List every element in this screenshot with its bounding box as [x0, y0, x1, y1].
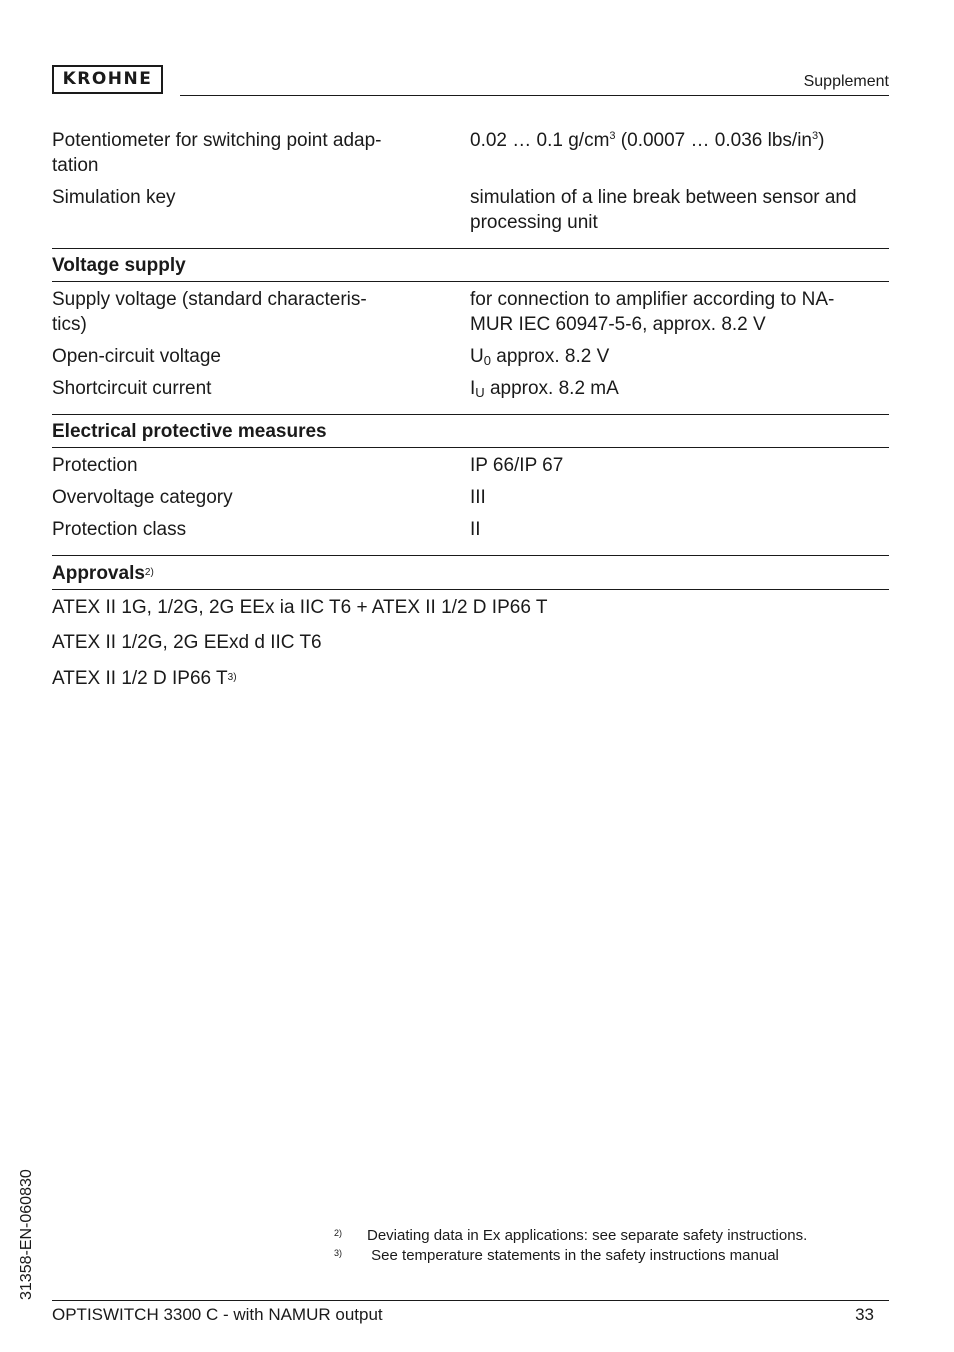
spec-value: III [470, 487, 486, 508]
footnote-ref: 3) [227, 672, 237, 683]
footnote-ref: 2) [144, 567, 154, 578]
section-title-voltage-supply: Voltage supply [52, 248, 889, 282]
footnote-mark: 3) [334, 1248, 343, 1258]
spec-label: Open-circuit voltage [52, 346, 221, 367]
spec-label: Shortcircuit current [52, 378, 212, 399]
header-divider [180, 95, 889, 96]
footnote [334, 1246, 807, 1266]
spec-value: for connection to amplifier according to NA- MUR IEC 60947-5-6, approx. 8.2 V [470, 289, 835, 335]
spec-value: II [470, 519, 481, 540]
page-number: 33 [855, 1305, 874, 1324]
spec-label: Overvoltage category [52, 487, 233, 508]
approvals-title: Approvals [52, 563, 145, 584]
approval-item: ATEX II 1/2 D IP66 T$^{3)}$ [52, 668, 237, 689]
krohne-logo: KROHNE [52, 65, 163, 94]
spec-label: Protection [52, 455, 138, 476]
spec-value: IP 66/IP 67 [470, 455, 564, 476]
footnote-mark: 2) [334, 1228, 343, 1238]
header-section-title: Supplement [803, 73, 889, 90]
footnotes [334, 1226, 807, 1266]
spec-row-protection-class [52, 517, 889, 542]
spec-label: Supply voltage (standard characteris- tics) [52, 289, 367, 335]
footnote-text: Deviating data in Ex applications: see separate safety instructions. [367, 1227, 808, 1244]
section-title-electrical-protective: Electrical protective measures [52, 414, 889, 448]
spec-row-protection [52, 453, 889, 478]
spec-row-open-circuit-voltage [52, 344, 889, 369]
spec-label: Simulation key [52, 187, 176, 208]
spec-value: simulation of a line break between sensor and processing unit [470, 187, 857, 233]
spec-row-potentiometer [52, 128, 889, 178]
section-title-approvals [52, 555, 889, 590]
spec-row-shortcircuit-current [52, 376, 889, 401]
spec-value: $U_0$ approx. 8.2 V [470, 346, 610, 368]
spec-label: Potentiometer for switching point adap- tation [52, 130, 382, 176]
spec-row-supply-voltage [52, 287, 889, 337]
spec-content [52, 128, 889, 701]
spec-value: $I_U$ approx. 8.2 mA [470, 378, 619, 400]
spec-row-overvoltage-category [52, 485, 889, 510]
approval-item: ATEX II 1/2G, 2G EExd d IIC T6 [52, 632, 322, 653]
spec-label: Protection class [52, 519, 187, 540]
approval-item: ATEX II 1G, 1/2G, 2G EEx ia IIC T6 + ATEX II 1/2 D IP66 T [52, 597, 548, 618]
footer-document-title: OPTISWITCH 3300 C - with NAMUR output [52, 1305, 383, 1324]
footer-divider [52, 1300, 889, 1301]
spec-value: 0.02 … 0.1 $g/cm^3$ (0.0007 … 0.036 lbs/$in^3$) [470, 130, 825, 151]
spec-row-simulation-key [52, 185, 889, 235]
document-code: 31358-EN-060830 [18, 1169, 35, 1300]
footnote [334, 1226, 807, 1246]
footnote-text: See temperature statements in the safety instructions manual [367, 1247, 779, 1264]
